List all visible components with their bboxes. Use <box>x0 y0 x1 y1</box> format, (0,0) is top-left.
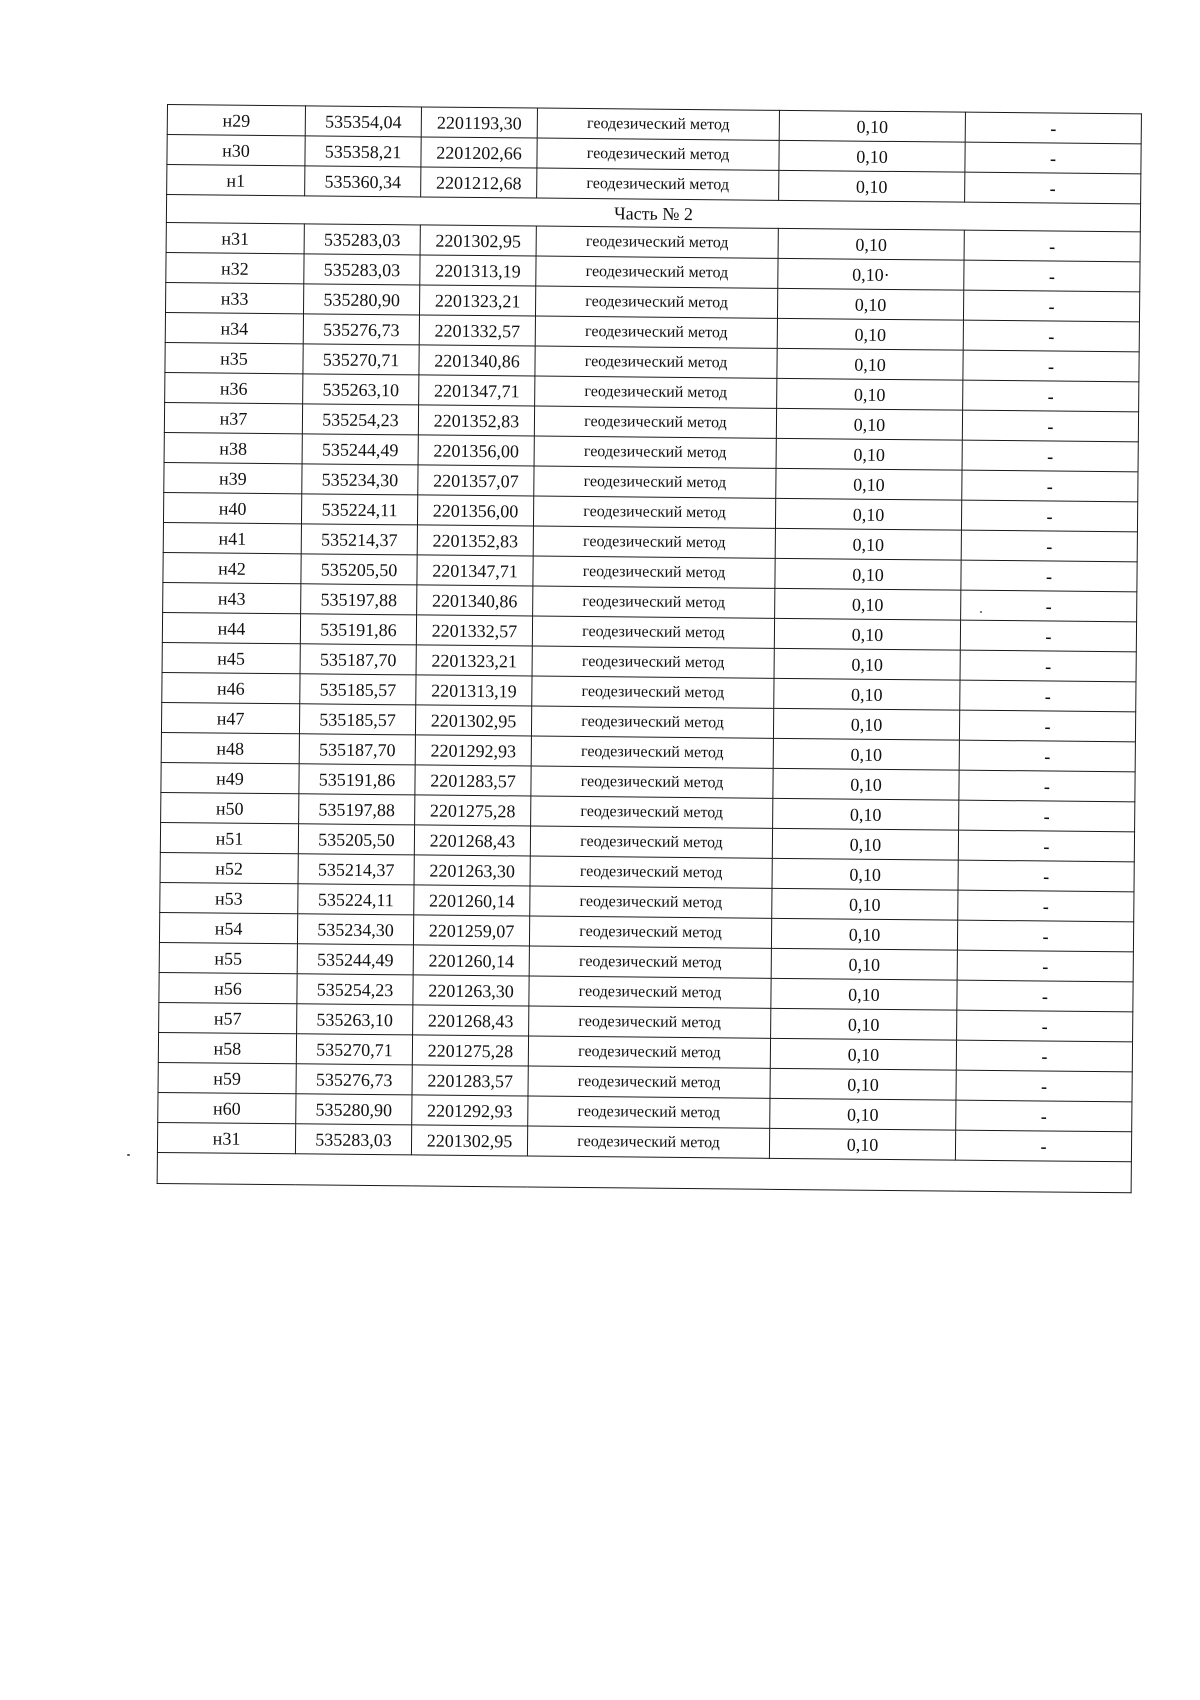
method-cell: геодезический метод <box>528 1066 770 1098</box>
point-cell: н32 <box>166 252 304 283</box>
accuracy-cell: 0,10 <box>776 468 962 500</box>
x-coordinate-cell: 535280,90 <box>303 284 419 315</box>
method-cell: геодезический метод <box>532 646 774 678</box>
note-cell: - <box>957 950 1133 982</box>
note-cell: - <box>962 470 1138 502</box>
x-coordinate-cell: 535358,21 <box>305 136 421 167</box>
y-coordinate-cell: 2201352,83 <box>418 405 534 436</box>
coordinates-table <box>157 104 1142 1193</box>
x-coordinate-cell: 535197,88 <box>301 584 417 615</box>
method-cell: геодезический метод <box>532 676 774 708</box>
note-cell: - <box>964 230 1140 262</box>
y-coordinate-cell: 2201260,14 <box>414 885 530 916</box>
y-coordinate-cell: 2201260,14 <box>413 945 529 976</box>
y-coordinate-cell: 2201332,57 <box>416 615 532 646</box>
y-coordinate-cell: 2201292,93 <box>412 1095 528 1126</box>
y-coordinate-cell: 2201268,43 <box>413 1005 529 1036</box>
x-coordinate-cell: 535270,71 <box>296 1034 412 1065</box>
note-cell: - <box>959 800 1135 832</box>
x-coordinate-cell: 535234,30 <box>302 464 418 495</box>
note-cell: - <box>959 710 1135 742</box>
point-cell: н52 <box>160 852 298 883</box>
point-cell: н49 <box>161 762 299 793</box>
point-cell: н30 <box>167 135 305 166</box>
point-cell: н38 <box>164 432 302 463</box>
part-title: Часть № 2 <box>166 195 1140 232</box>
y-coordinate-cell: 2201202,66 <box>421 137 537 168</box>
y-coordinate-cell: 2201259,07 <box>413 915 529 946</box>
point-cell: н39 <box>164 462 302 493</box>
method-cell: геодезический метод <box>530 826 772 858</box>
method-cell: геодезический метод <box>533 496 775 528</box>
note-cell: - <box>959 740 1135 772</box>
note-cell: - <box>963 320 1139 352</box>
note-cell: - <box>958 860 1134 892</box>
note-cell: - <box>959 770 1135 802</box>
point-cell: н36 <box>165 372 303 403</box>
point-cell: н44 <box>162 612 300 643</box>
x-coordinate-cell: 535234,30 <box>297 914 413 945</box>
method-cell: геодезический метод <box>534 466 776 498</box>
accuracy-cell: 0,10 <box>773 738 959 770</box>
method-cell: геодезический метод <box>534 436 776 468</box>
point-cell: н51 <box>160 822 298 853</box>
point-cell: н42 <box>163 552 301 583</box>
point-cell: н37 <box>164 402 302 433</box>
x-coordinate-cell: 535191,86 <box>300 614 416 645</box>
method-cell: геодезический метод <box>528 1096 770 1128</box>
y-coordinate-cell: 2201340,86 <box>417 585 533 616</box>
x-coordinate-cell: 535185,57 <box>300 674 416 705</box>
note-cell: - <box>963 290 1139 322</box>
y-coordinate-cell: 2201302,95 <box>420 225 536 256</box>
x-coordinate-cell: 535224,11 <box>301 494 417 525</box>
method-cell: геодезический метод <box>531 796 773 828</box>
note-cell: - <box>957 920 1133 952</box>
x-coordinate-cell: 535283,03 <box>295 1124 411 1155</box>
y-coordinate-cell: 2201340,86 <box>419 345 535 376</box>
method-cell: геодезический метод <box>529 946 771 978</box>
y-coordinate-cell: 2201356,00 <box>418 435 534 466</box>
accuracy-cell: 0,10 <box>776 438 962 470</box>
accuracy-cell: 0,10 <box>772 828 958 860</box>
note-cell: - <box>956 1100 1132 1132</box>
method-cell: геодезический метод <box>537 168 779 200</box>
method-cell: геодезический метод <box>531 766 773 798</box>
accuracy-cell: 0,10 <box>774 648 960 680</box>
point-cell: н60 <box>158 1092 296 1123</box>
note-cell: - <box>963 350 1139 382</box>
x-coordinate-cell: 535283,03 <box>304 254 420 285</box>
method-cell: геодезический метод <box>531 706 773 738</box>
method-cell: геодезический метод <box>535 376 777 408</box>
method-cell: геодезический метод <box>534 406 776 438</box>
y-coordinate-cell: 2201302,95 <box>415 705 531 736</box>
accuracy-cell: 0,10 <box>772 858 958 890</box>
accuracy-cell: 0,10 <box>775 558 961 590</box>
method-cell: геодезический метод <box>529 916 771 948</box>
accuracy-cell: 0,10 <box>777 348 963 380</box>
accuracy-cell: 0,10 <box>770 1038 956 1070</box>
x-coordinate-cell: 535205,50 <box>301 554 417 585</box>
x-coordinate-cell: 535254,23 <box>297 974 413 1005</box>
method-cell: геодезический метод <box>537 138 779 170</box>
accuracy-cell: 0,10 <box>770 1098 956 1130</box>
method-cell: геодезический метод <box>528 1036 770 1068</box>
x-coordinate-cell: 535276,73 <box>296 1064 412 1095</box>
note-cell: - <box>960 650 1136 682</box>
accuracy-cell: 0,10 <box>779 170 965 202</box>
accuracy-cell: 0,10 <box>773 708 959 740</box>
method-cell: геодезический метод <box>533 526 775 558</box>
accuracy-cell: 0,10 <box>777 318 963 350</box>
note-cell: - <box>958 830 1134 862</box>
accuracy-cell: 0,10 <box>777 288 963 320</box>
point-cell: н54 <box>159 912 297 943</box>
point-cell: н57 <box>159 1002 297 1033</box>
accuracy-cell: 0,10 <box>779 110 965 142</box>
x-coordinate-cell: 535197,88 <box>299 794 415 825</box>
point-cell: н47 <box>161 702 299 733</box>
accuracy-cell: 0,10 <box>773 798 959 830</box>
method-cell: геодезический метод <box>527 1126 769 1158</box>
x-coordinate-cell: 535185,57 <box>299 704 415 735</box>
point-cell: н56 <box>159 972 297 1003</box>
x-coordinate-cell: 535244,49 <box>297 944 413 975</box>
x-coordinate-cell: 535254,23 <box>302 404 418 435</box>
accuracy-cell: 0,10 <box>771 918 957 950</box>
y-coordinate-cell: 2201292,93 <box>415 735 531 766</box>
x-coordinate-cell: 535360,34 <box>305 166 421 197</box>
note-cell: - <box>965 142 1141 174</box>
accuracy-cell: 0,10 <box>775 528 961 560</box>
note-cell: - <box>963 380 1139 412</box>
part2-rows <box>157 222 1140 1161</box>
x-coordinate-cell: 535283,03 <box>304 224 420 255</box>
point-cell: н33 <box>165 282 303 313</box>
method-cell: геодезический метод <box>536 226 778 258</box>
y-coordinate-cell: 2201302,95 <box>411 1125 527 1156</box>
note-cell: - <box>961 530 1137 562</box>
point-cell: н31 <box>157 1122 295 1153</box>
note-cell: - <box>958 890 1134 922</box>
point-cell: н35 <box>165 342 303 373</box>
accuracy-cell: 0,10 <box>769 1128 955 1160</box>
note-cell: - <box>965 112 1141 144</box>
y-coordinate-cell: 2201275,28 <box>412 1035 528 1066</box>
y-coordinate-cell: 2201347,71 <box>419 375 535 406</box>
y-coordinate-cell: 2201313,19 <box>420 255 536 286</box>
method-cell: геодезический метод <box>536 256 778 288</box>
note-cell: - <box>964 260 1140 292</box>
point-cell: н1 <box>167 165 305 196</box>
note-cell: - <box>961 560 1137 592</box>
point-cell: н50 <box>161 792 299 823</box>
point-cell: н58 <box>158 1032 296 1063</box>
accuracy-cell: 0,10 <box>771 978 957 1010</box>
y-coordinate-cell: 2201356,00 <box>417 495 533 526</box>
note-cell: - <box>956 1070 1132 1102</box>
point-cell: н43 <box>163 582 301 613</box>
coordinates-table-wrapper <box>157 104 1141 1193</box>
point-cell: н40 <box>163 492 301 523</box>
note-cell: - <box>961 590 1137 622</box>
x-coordinate-cell: 535244,49 <box>302 434 418 465</box>
accuracy-cell: 0,10 <box>778 228 964 260</box>
method-cell: геодезический метод <box>533 586 775 618</box>
point-cell: н31 <box>166 222 304 253</box>
accuracy-cell: 0,10 <box>774 678 960 710</box>
method-cell: геодезический метод <box>535 316 777 348</box>
note-cell: - <box>960 620 1136 652</box>
y-coordinate-cell: 2201268,43 <box>414 825 530 856</box>
note-cell: - <box>956 1040 1132 1072</box>
accuracy-cell: 0,10 <box>772 888 958 920</box>
method-cell: геодезический метод <box>533 556 775 588</box>
y-coordinate-cell: 2201283,57 <box>415 765 531 796</box>
accuracy-cell: 0,10 <box>774 618 960 650</box>
y-coordinate-cell: 2201193,30 <box>421 107 537 138</box>
point-cell: н59 <box>158 1062 296 1093</box>
y-coordinate-cell: 2201283,57 <box>412 1065 528 1096</box>
x-coordinate-cell: 535270,71 <box>303 344 419 375</box>
method-cell: геодезический метод <box>530 886 772 918</box>
note-cell: - <box>961 500 1137 532</box>
point-cell: н46 <box>162 672 300 703</box>
x-coordinate-cell: 535187,70 <box>300 644 416 675</box>
y-coordinate-cell: 2201332,57 <box>419 315 535 346</box>
point-cell: н48 <box>161 732 299 763</box>
y-coordinate-cell: 2201323,21 <box>419 285 535 316</box>
method-cell: геодезический метод <box>529 976 771 1008</box>
x-coordinate-cell: 535214,37 <box>301 524 417 555</box>
x-coordinate-cell: 535263,10 <box>297 1004 413 1035</box>
point-cell: н34 <box>165 312 303 343</box>
scan-speck <box>127 1154 130 1156</box>
x-coordinate-cell: 535187,70 <box>299 734 415 765</box>
accuracy-cell: 0,10 <box>773 768 959 800</box>
note-cell: - <box>965 172 1141 204</box>
accuracy-cell: 0,10 <box>777 378 963 410</box>
y-coordinate-cell: 2201275,28 <box>415 795 531 826</box>
method-cell: геодезический метод <box>530 856 772 888</box>
x-coordinate-cell: 535354,04 <box>305 106 421 137</box>
method-cell: геодезический метод <box>529 1006 771 1038</box>
x-coordinate-cell: 535214,37 <box>298 854 414 885</box>
method-cell: геодезический метод <box>535 286 777 318</box>
accuracy-cell: 0,10 <box>775 498 961 530</box>
note-cell: - <box>957 1010 1133 1042</box>
y-coordinate-cell: 2201323,21 <box>416 645 532 676</box>
x-coordinate-cell: 535205,50 <box>298 824 414 855</box>
y-coordinate-cell: 2201263,30 <box>414 855 530 886</box>
point-cell: н29 <box>167 105 305 136</box>
method-cell: геодезический метод <box>532 616 774 648</box>
x-coordinate-cell: 535263,10 <box>303 374 419 405</box>
method-cell: геодезический метод <box>537 108 779 140</box>
point-cell: н55 <box>159 942 297 973</box>
y-coordinate-cell: 2201263,30 <box>413 975 529 1006</box>
method-cell: геодезический метод <box>531 736 773 768</box>
accuracy-cell: 0,10 <box>771 948 957 980</box>
note-cell: - <box>960 680 1136 712</box>
x-coordinate-cell: 535191,86 <box>299 764 415 795</box>
accuracy-cell: 0,10· <box>778 258 964 290</box>
point-cell: н53 <box>160 882 298 913</box>
note-cell: - <box>962 440 1138 472</box>
accuracy-cell: 0,10 <box>771 1008 957 1040</box>
point-cell: н45 <box>162 642 300 673</box>
accuracy-cell: 0,10 <box>770 1068 956 1100</box>
accuracy-cell: 0,10 <box>779 140 965 172</box>
x-coordinate-cell: 535280,90 <box>296 1094 412 1125</box>
y-coordinate-cell: 2201357,07 <box>418 465 534 496</box>
accuracy-cell: 0,10 <box>776 408 962 440</box>
x-coordinate-cell: 535276,73 <box>303 314 419 345</box>
method-cell: геодезический метод <box>535 346 777 378</box>
y-coordinate-cell: 2201352,83 <box>417 525 533 556</box>
y-coordinate-cell: 2201347,71 <box>417 555 533 586</box>
part1-rows <box>167 105 1142 204</box>
x-coordinate-cell: 535224,11 <box>298 884 414 915</box>
note-cell: - <box>957 980 1133 1012</box>
y-coordinate-cell: 2201313,19 <box>416 675 532 706</box>
accuracy-cell: 0,10 <box>775 588 961 620</box>
note-cell: - <box>962 410 1138 442</box>
note-cell: - <box>955 1130 1131 1162</box>
y-coordinate-cell: 2201212,68 <box>421 167 537 198</box>
point-cell: н41 <box>163 522 301 553</box>
